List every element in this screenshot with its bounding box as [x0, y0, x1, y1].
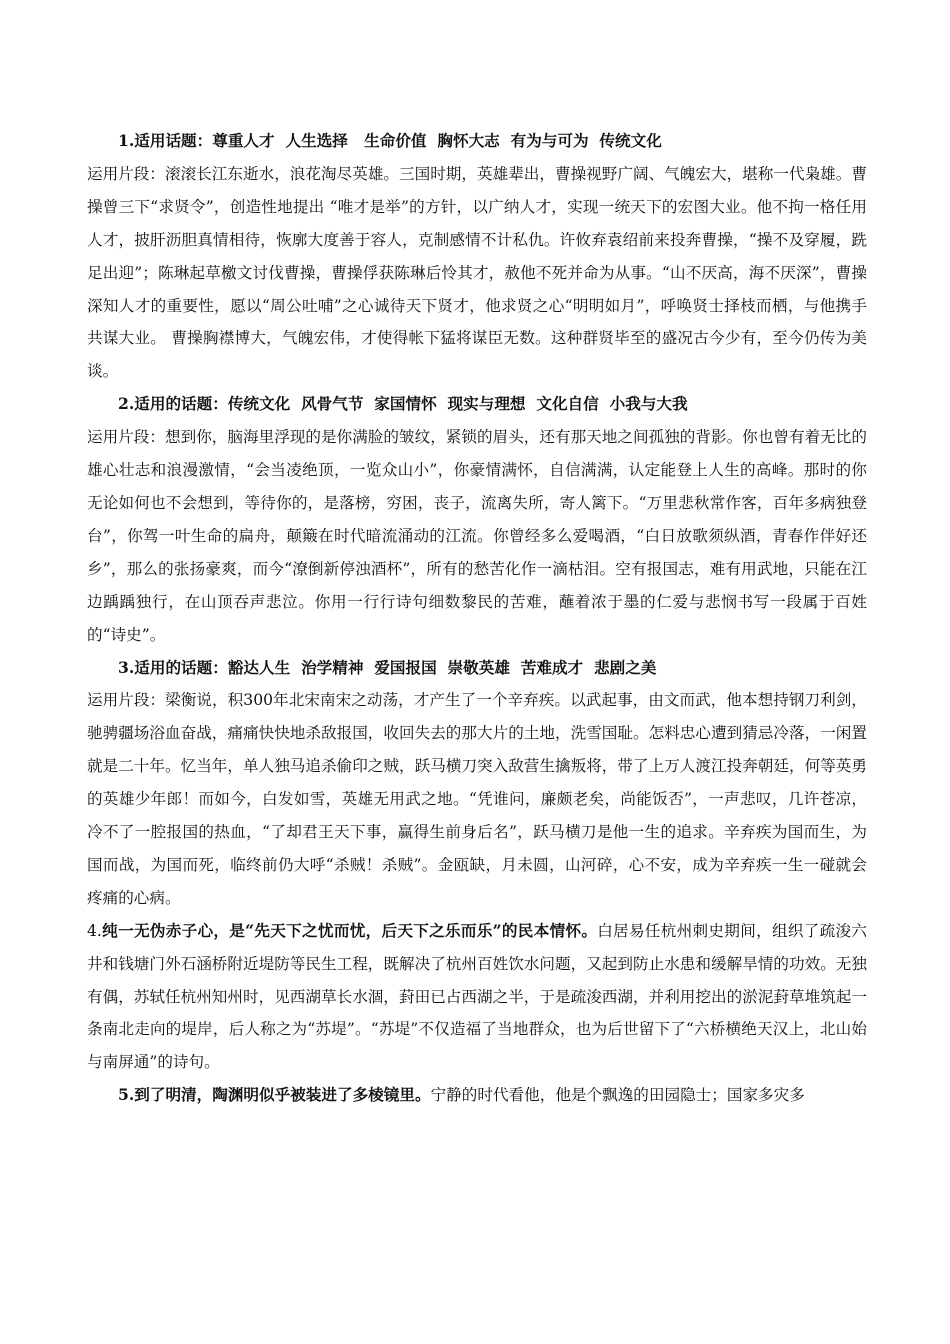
section-3-heading: 3.适用的话题：豁达人生 治学精神 爱国报国 崇敬英雄 苦难成才 悲剧之美: [118, 657, 657, 677]
paragraph-4-text: 白居易任杭州刺史期间，组织了疏浚六井和钱塘门外石涵桥附近堤防等民生工程，既解决了杭州百姓饮水问题，又起到防止水患和缓解旱情的功效。无独有偶，苏轼任杭州知州时，见西湖草长水涸，葑田已占西湖之半，于是疏浚西湖，并利用挖出的淤泥葑草堆筑起一条南北走向的堤岸，后人称之为“苏堤”。“苏堤”不仅造福了当地群众，也为后世留下了“六桥横绝天汉上，北山始与南屏通”的诗句。: [87, 921, 867, 1072]
section-2-label: 运用片段：: [87, 428, 165, 447]
paragraph-5: [87, 1079, 867, 1112]
section-3-body: [87, 684, 867, 914]
section-1-text: 滚滚长江东逝水，浪花淘尽英雄。三国时期，英雄辈出，曹操视野广阔、气魄宏大，堪称一代枭雄。曹操曾三下“求贤令”，创造性地提出 “唯才是举”的方针，以广纳人才，实现一统天下的宏图大业。他不拘一格任用人才，披肝沥胆真情相待，恢廓大度善于容人，克制感情不计私仇。许攸弃袁绍前来投奔曹操，“操不及穿履，跣足出迎”；陈琳起草檄文讨伐曹操，曹操俘获陈琳后怜其才，赦他不死并命为从事。“山不厌高，海不厌深”，曹操深知人才的重要性，愿以“周公吐哺”之心诚待天下贤才，他求贤之心“明明如月”，呼唤贤士择枝而栖，与他携手共谋大业。 曹操胸襟博大，气魄宏伟，才使得帐下猛将谋臣无数。这种群贤毕至的盛况古今少有，至今仍传为美谈。: [87, 164, 867, 381]
paragraph-5-lead: 5.到了明清，陶渊明似乎被装进了多棱镜里。: [118, 1085, 431, 1105]
section-2-heading: 2.适用的话题：传统文化 风骨气节 家国情怀 现实与理想 文化自信 小我与大我: [118, 394, 688, 414]
section-3-text: 梁衡说，积300年北宋南宋之动荡，才产生了一个辛弃疾。以武起事，由文而武，他本想持钢刀利剑，驰骋疆场浴血奋战，痛痛快快地杀敌报国，收回失去的那大片的土地，洗雪国耻。怎料忠心遭到猜忌冷落，一闲置就是二十年。忆当年，单人独马追杀偷印之贼，跃马横刀突入敌营生擒叛将，带了上万人渡江投奔朝廷，何等英勇的英雄少年郎！而如今，白发如雪，英雄无用武之地。“凭谁问，廉颇老矣，尚能饭否”，一声悲叹，几许苍凉，冷不了一腔报国的热血，“了却君王天下事，赢得生前身后名”，跃马横刀是他一生的追求。辛弃疾为国而生，为国而战，为国而死，临终前仍大呼“杀贼！杀贼”。金瓯缺，月未圆，山河碎，心不安，成为辛弃疾一生一碰就会疼痛的心病。: [87, 691, 867, 907]
paragraph-4-number: 4.: [87, 921, 102, 940]
document-page: [87, 125, 867, 1112]
paragraph-5-text: 宁静的时代看他，他是个飘逸的田园隐士；国家多灾多: [430, 1086, 805, 1105]
section-2-body: [87, 421, 867, 651]
section-1-body: [87, 158, 867, 388]
section-1-label: 运用片段：: [87, 164, 165, 183]
section-3-label: 运用片段：: [87, 691, 166, 710]
section-2-text: 想到你，脑海里浮现的是你满脸的皱纹，紧锁的眉头，还有那天地之间孤独的背影。你也曾有着无比的雄心壮志和浪漫激情，“会当凌绝顶，一览众山小”，你豪情满怀，自信满满，认定能登上人生的高峰。那时的你无论如何也不会想到，等待你的，是落榜，穷困，丧子，流离失所，寄人篱下。“万里悲秋常作客，百年多病独登台”，你驾一叶生命的扁舟，颠簸在时代暗流涌动的江流。你曾经多么爱喝酒，“白日放歌须纵酒，青春作伴好还乡”，那么的张扬豪爽，而今“潦倒新停浊酒杯”，所有的愁苦化作一滴枯泪。空有报国志，难有用武地，只能在江边踽踽独行，在山顶吞声悲泣。你用一行行诗句细数黎民的苦难，蘸着浓于墨的仁爱与悲悯书写一段属于百姓的“诗史”。: [87, 428, 867, 644]
paragraph-4-lead: 纯一无伪赤子心，是“先天下之忧而忧，后天下之乐而乐”的民本情怀。: [101, 920, 598, 940]
section-1-heading: 1.适用话题：尊重人才 人生选择 生命价值 胸怀大志 有为与可为 传统文化: [118, 131, 662, 150]
paragraph-4: [87, 915, 867, 1080]
